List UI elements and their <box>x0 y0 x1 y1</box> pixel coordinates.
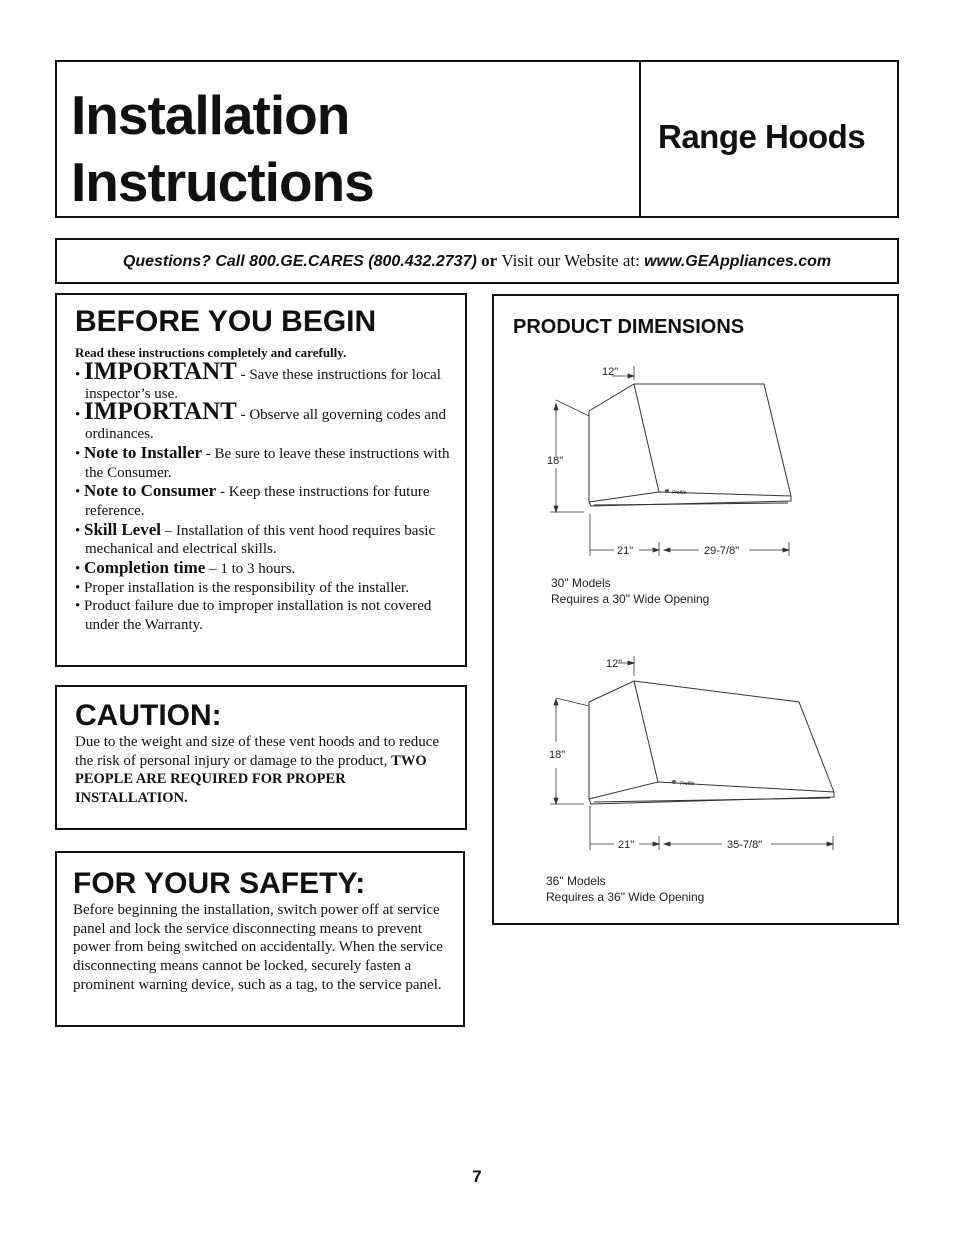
dim-height-36-label: 18" <box>549 749 566 761</box>
item-label: IMPORTANT <box>84 398 237 426</box>
dim-depth-top-36 <box>556 656 634 706</box>
item-text: Proper installation is the responsibility of the installer. <box>84 579 409 596</box>
dim-width-30-label: 29-7/8" <box>704 545 740 557</box>
dim-depth-bottom-36-label: 21" <box>618 839 635 851</box>
title-block <box>55 60 899 218</box>
caption-30-opening: Requires a 30" Wide Opening <box>551 592 710 606</box>
item-text: Product failure due to improper installation is not covered under the Warranty. <box>84 598 432 634</box>
dim-height-30-label: 18" <box>547 455 564 467</box>
caption-36-opening: Requires a 36" Wide Opening <box>546 890 705 904</box>
list-item: • Note to Installer - Be sure to leave these instructions with the Consumer. <box>75 442 450 481</box>
item-text: - Keep these instructions for future reference. <box>85 484 430 519</box>
list-item: • Completion time – 1 to 3 hours. <box>75 558 296 578</box>
title-line-1: Installation <box>71 84 350 146</box>
dim-depth-bottom-30-label: 21" <box>617 545 634 557</box>
list-item: • Note to Consumer - Keep these instructions for future reference. <box>75 481 430 519</box>
before-you-begin-title: BEFORE YOU BEGIN <box>75 305 377 338</box>
caption-36 <box>546 873 704 905</box>
title-divider <box>639 62 641 216</box>
visit-label: Visit our Website at: <box>501 251 640 270</box>
list-item: • IMPORTANT - Save these instructions for local inspector’s use. <box>75 358 441 402</box>
page-title <box>71 82 374 216</box>
product-name: Range Hoods <box>658 118 866 155</box>
list-item: • Proper installation is the responsibility of the installer. <box>75 579 409 596</box>
hood-36-badge <box>672 780 694 787</box>
item-label: Skill Level <box>84 519 161 539</box>
product-dimensions-section <box>492 294 899 925</box>
hood-36-badge-text: Profile <box>680 781 695 787</box>
dim-depth-top-36-label: 12" <box>606 658 623 670</box>
safety-title: FOR YOUR SAFETY: <box>73 867 366 900</box>
hood-30-badge <box>665 489 686 496</box>
item-text: - Be sure to leave these instructions with the Consumer. <box>85 445 450 481</box>
questions-phone: Questions? Call 800.GE.CARES (800.432.2737) <box>122 253 477 270</box>
dim-depth-top-30-label: 12" <box>602 366 619 378</box>
hood-30-badge-text: Profile <box>672 490 687 496</box>
contact-banner <box>55 238 899 284</box>
hood-36-diagram <box>494 654 897 864</box>
caption-30 <box>551 575 709 607</box>
item-text: - Save these instructions for local inspector’s use. <box>85 367 441 402</box>
safety-body: Before beginning the installation, switch power off at service panel and lock the service disconnecting means to prevent power from being switched on accidentally. When the service disconnecting means cannot be locked, securely fasten a prominent warning device, such as a tag, to the service panel. <box>73 902 443 993</box>
item-label: Note to Consumer <box>84 481 217 501</box>
caution-body <box>75 733 457 808</box>
item-text: – Installation of this vent hood requires basic mechanical and electrical skills. <box>85 522 436 558</box>
item-text: – 1 to 3 hours. <box>205 561 296 578</box>
dim-width-36-label: 35-7/8" <box>727 839 763 851</box>
safety-section <box>55 851 465 1027</box>
title-line-2: Instructions <box>71 151 374 213</box>
list-item: • Skill Level – Installation of this vent hood requires basic mechanical and electrical skills. <box>75 519 436 558</box>
list-item: • Product failure due to improper installation is not covered under the Warranty. <box>75 598 432 634</box>
item-label: Completion time <box>84 558 206 578</box>
page-number: 7 <box>472 1167 482 1186</box>
caution-text: Due to the weight and size of these vent hoods and to reduce the risk of personal injury or damage to the product, <box>75 734 440 769</box>
hood-30-outline <box>589 384 791 506</box>
contact-or: or <box>481 251 498 270</box>
caption-36-model: 36" Models <box>546 874 606 888</box>
caption-30-model: 30" Models <box>551 576 611 590</box>
website-link[interactable]: www.GEAppliances.com <box>644 253 832 270</box>
caution-section <box>55 685 467 830</box>
caution-title: CAUTION: <box>75 699 222 732</box>
hood-36-outline <box>589 681 834 804</box>
product-dimensions-title: PRODUCT DIMENSIONS <box>513 316 745 338</box>
item-text: - Observe all governing codes and ordinances. <box>85 407 446 443</box>
item-label: Note to Installer <box>84 442 203 462</box>
before-you-begin-list <box>75 358 457 635</box>
before-you-begin-intro: Read these instructions completely and carefully. <box>75 345 347 360</box>
hood-30-diagram <box>494 356 897 566</box>
caution-bold-text: TWO PEOPLE ARE REQUIRED FOR PROPER INSTALLATION. <box>75 752 427 807</box>
before-you-begin-section <box>55 293 467 667</box>
item-label: IMPORTANT <box>84 358 237 385</box>
list-item: • IMPORTANT - Observe all governing codes and ordinances. <box>75 398 446 443</box>
